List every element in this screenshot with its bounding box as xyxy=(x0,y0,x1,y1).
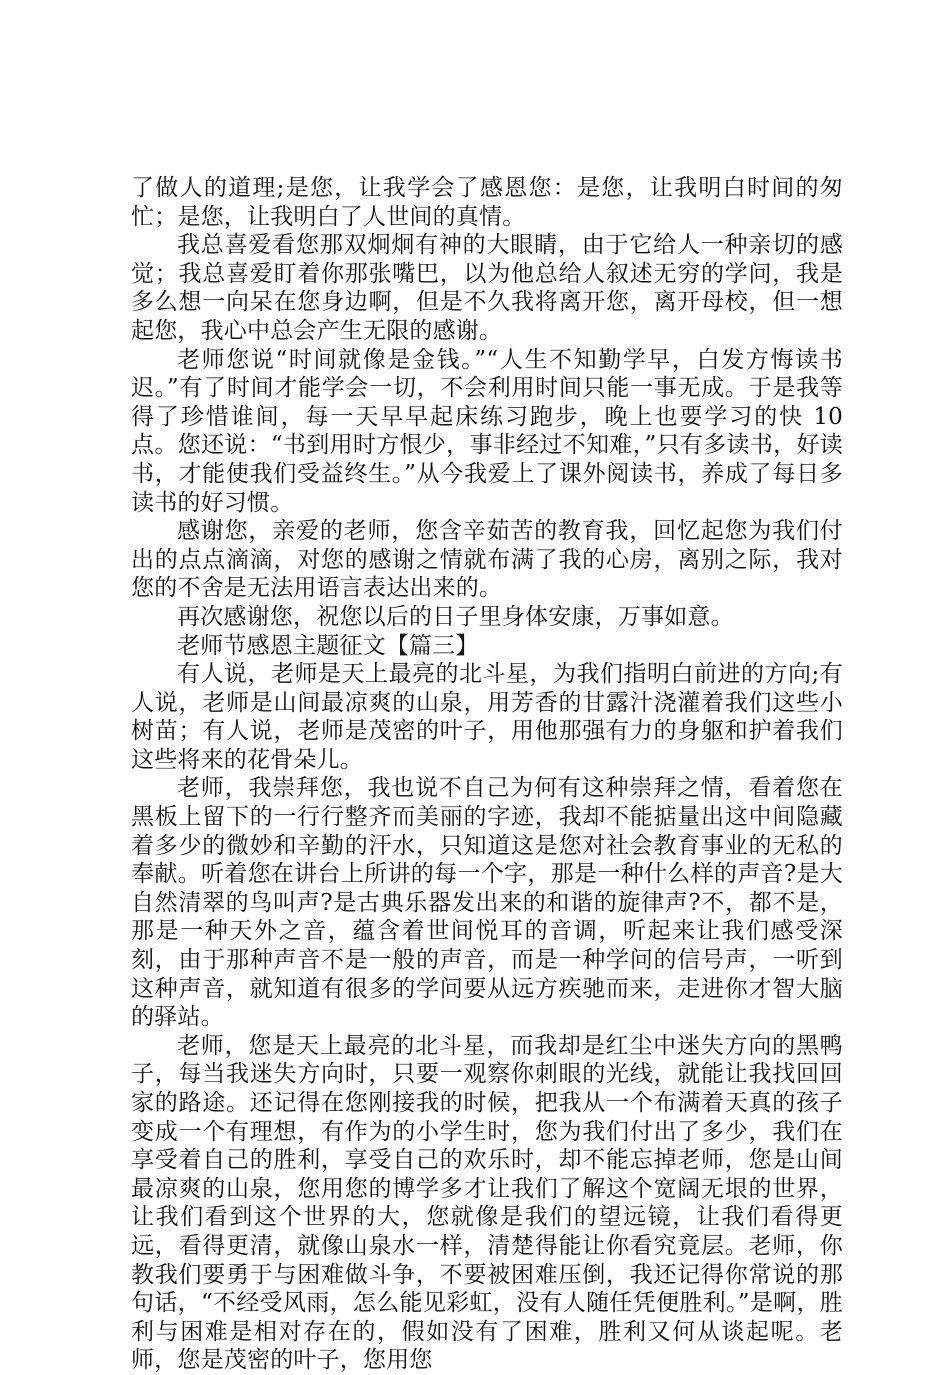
document-body xyxy=(131,174,843,1375)
paragraph-2: 我总喜爱看您那双炯炯有神的大眼睛，由于它给人一种亲切的感觉；我总喜爱盯着你那张嘴巴，以为他总给人叙述无穷的学问，我是多么想一向呆在您身边啊，但是不久我将离开您，离开母校，但一想起您，我心中总会产生无限的感谢。 xyxy=(131,232,843,344)
paragraph-5: 再次感谢您，祝您以后的日子里身体安康，万事如意。 xyxy=(177,603,734,630)
paragraph-7: 有人说，老师是天上最亮的北斗星，为我们指明白前进的方向;有人说，老师是山间最凉爽的山泉，用芳香的甘露汁浇灌着我们这些小树苗；有人说，老师是茂密的叶子，用他那强有力的身躯和护着我们这些将来的花骨朵儿。 xyxy=(131,661,843,773)
section-heading: 老师节感恩主题征文【篇三】 xyxy=(177,632,479,659)
paragraph-8: 老师，我崇拜您，我也说不自己为何有这种崇拜之情，看着您在黑板上留下的一行行整齐而美丽的字迹，我却不能掂量出这中间隐藏着多少的微妙和辛勤的汗水，只知道这是您对社会教育事业的无私的奉献。听着您在讲台上所讲的每一个字，那是一种什么样的声音?是大自然清翠的鸟叫声?是古典乐器发出来的和谐的旋律声?不，都不是，那是一种天外之音，蕴含着世间悦耳的音调，听起来让我们感受深刻，由于那种声音不是一般的声音，而是一种学问的信号声，一听到这种声音，就知道有很多的学问要从远方疾驰而来，走进你才智大脑的驿站。 xyxy=(131,775,843,1031)
paragraph-1: 了做人的道理;是您，让我学会了感恩您：是您，让我明白时间的匆忙；是您，让我明白了人世间的真情。 xyxy=(131,175,843,230)
paragraph-3: 老师您说“时间就像是金钱。”“人生不知勤学早，白发方悔读书迟。”有了时间才能学会一切，不会利用时间只能一事无成。于是我等得了珍惜谁间，每一天早早起床练习跑步，晚上也要学习的快 10 点。您还说：“书到用时方恨少，事非经过不知难，”只有多读书，好读书，才能使我们受益终生。”从今我爱上了课外阅读书，养成了每日多读书的好习惯。 xyxy=(131,346,843,516)
paragraph-9: 老师，您是天上最亮的北斗星，而我却是红尘中迷失方向的黑鸭子，每当我迷失方向时，只要一观察你刺眼的光线，就能让我找回回家的路途。还记得在您刚接我的时候，把我从一个布满着天真的孩子变成一个有理想，有作为的小学生时，您为我们付出了多少，我们在享受着自己的胜利，享受自己的欢乐时，却不能忘掉老师，您是山间最凉爽的山泉，您用您的博学多才让我们了解这个宽阔无垠的世界，让我们看到这个世界的大，您就像是我们的望远镜，让我们看得更远，看得更清，就像山泉水一样，清楚得能让你看究竟层。老师，你教我们要勇于与困难做斗争，不要被困难压倒，我还记得你常说的那句话，“不经受风雨，怎么能见彩虹，没有人随任凭便胜利。”是啊，胜利与困难是相对存在的，假如没有了困难，胜利又何从谈起呢。老师，您是茂密的叶子，您用您 xyxy=(131,1032,843,1374)
paragraph-4: 感谢您，亲爱的老师，您含辛茹苦的教育我，回忆起您为我们付出的点点滴滴，对您的感谢之情就布满了我的心房，离别之际，我对您的不舍是无法用语言表达出来的。 xyxy=(131,518,843,602)
